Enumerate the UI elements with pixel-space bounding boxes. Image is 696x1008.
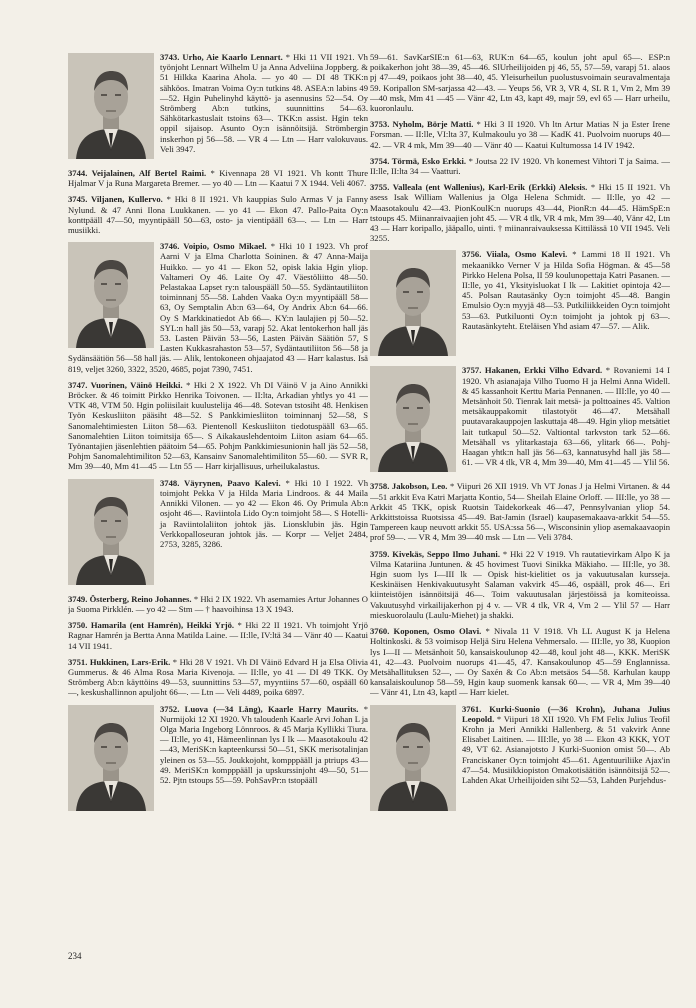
biography-entry <box>370 119 670 150</box>
entry-text: 59—61. SavKarSIE:n 61—63, RUK:n 64—65, koulun joht apul 65—. ESP:n poikakerhon joht 38—39, 45—46. SlUrheilijoiden pj 46, 55, 57—59, varapj 51. alaos pj 47—49, poikaos joht 38—40, 45. Yleisurheilun puolustusvoimain seuravalmentaja 59. Koripallon SM-sarjassa 42—43. — Yeups 56, VR 3, VR 4, SL R 1, Vm 2, Mm 39—40 msk, Mm 41 —45 — Vänr 42, Ltn 43, kapt 49, majr 59, evl 65 — Harr urheilu, kuoronlaulu. <box>370 52 670 114</box>
entry-heading: 3750. Hamarila (ent Hamrén), Heikki Yrjö. <box>68 620 235 631</box>
biography-entry <box>370 704 670 814</box>
entry-heading: 3755. Valleala (ent Wallenius), Karl-Erik (Erkki) Aleksis. <box>370 182 588 193</box>
entry-heading: 3756. Viiala, Osmo Kalevi. <box>462 249 568 260</box>
biography-entry <box>370 365 670 475</box>
biography-entry <box>68 380 368 472</box>
page-number: 234 <box>68 951 82 961</box>
entry-heading: 3745. Viljanen, Kullervo. <box>68 194 163 205</box>
entry-text: * Hki 22 V 1919. Vh rautatievirkam Alpo K ja Vilma Katariina Juntunen. & 45 hovimest Tuovi Sinikka Mäkiaho. — III:lle, yo 38. Hgin suom lys I—III lk — Opisk hist-kielitiet os ja vakuutusalan kursseja. Keskinäisen Henkivakuutusyht Salaman vakvirk 45—46, ospääll, prok 46—. Eri kiinteistöjen isännöitsijä 46—. Toim vakuutusalan järjestöissä ja komiteoissa. Vakuutusyhd virkailijakerhon pj 4 v. — VR 4 tlk, VR 4, Vm 2 — Ylil 57 — Harr mieskuorolaulu (Laulu-Miehet) ja shakki. <box>370 548 670 620</box>
biography-entry <box>370 249 670 359</box>
biography-entry <box>370 549 670 620</box>
biography-entry <box>68 594 368 614</box>
entry-text: * Joutsa 22 IV 1920. Vh konemest Vihtori T ja Saima. — II:lle, II:lta 34 — Vaatturi. <box>370 155 670 177</box>
entry-text: * Viipuri 18 XII 1920. Vh FM Felix Julius Teofil Krohn ja Meri Annikki Hallenberg. & 51 vakvirk Anne Elisabet Laitinen. — III:lle, yo 38 — Ekon 43 KKK, YOT 49, VT 62. Asianajotsto J Kurki-Suonion omist 50—. Ab Franciskaner Oy:n toimjoht 45—61. Agentuuriliike Ajax'in 47—54. Musiikkiopiston Omakotisäätiön isännöitsijä 52—. Lahden Akat Urheilijoiden siht 52—53, Lahden Purjehdus- <box>462 713 670 785</box>
biography-entry <box>370 626 670 697</box>
entry-heading: 3754. Törmä, Esko Erkki. <box>370 155 467 166</box>
biography-entry <box>68 52 368 162</box>
portrait-photo <box>68 705 154 811</box>
entry-text: * Hki 8 II 1921. Vh kauppias Sulo Armas V ja Fanny Nylund. & 47 Anni Ilona Luukkanen. — yo 41 — Ekon 47. Pallo-Paita Oy:n konttpääll 47—50, myyntipääll 50—63, osto- ja vientipääll 63—. — Ltn — Harr musiikki. <box>68 194 368 236</box>
biography-entry <box>68 478 368 588</box>
entry-heading: 3760. Koponen, Osmo Olavi. <box>370 626 482 637</box>
right-column <box>370 52 670 820</box>
biography-entry <box>68 657 368 698</box>
entry-heading: 3758. Jakobson, Leo. <box>370 481 448 492</box>
entry-text: * Hki 22 II 1921. Vh toimjoht Yrjö Ragnar Hamrén ja Bertta Anna Matilda Laine. — II:lle, IV:ltä 34 — Vänr 40 — Kaatui 14 VII 1941. <box>68 620 368 651</box>
biography-entry <box>68 620 368 651</box>
entry-heading: 3759. Kivekäs, Seppo Ilmo Juhani. <box>370 548 500 559</box>
entry-heading: 3757. Hakanen, Erkki Vilho Edvard. <box>462 365 603 376</box>
entry-heading: 3748. Väyrynen, Paavo Kalevi. <box>160 477 281 488</box>
portrait-photo <box>370 250 456 356</box>
portrait-photo <box>370 366 456 472</box>
biography-entry <box>370 182 670 243</box>
entry-text: * Rovaniemi 14 I 1920. Vh asianajaja Vilho Tuomo H ja Helmi Anna Widell. & 45 kassanhoit Kerttu Maria Pennanen. — III:lle, yo 40 — Metsänhoit 50. Tienrak lait metsä- ja polttoaines 45. Valtion metsäkauppakomit tilastotyöt 46—47. Metsähall puutavarakauppojen laskuttaja 48—49. Hgin yliop metsätiet lait tutkapul 50—52. Valtiontal tarkvston tark 52—66. Metsähall vs ylitarkastaja 63—66, ylitark 66—. Pohj-Haagan yhtk:n hall jäs 56—63, kannatusyhd hall jäs 58—61. — VR 4 tlk, VR 4, Mm 39—40, Mm 41—45 — Ylil 56. <box>462 365 670 468</box>
entry-text: * Viipuri 26 XII 1919. Vh VT Jonas J ja Helmi Virtanen. & 44—51 arkkit Eva Katri Marjatta Kontio, 54— Sheilah Elaine Orloff. — III:lle, yo 38 — Arkkit 45 TKK, opisk Ruotsin Taidekorkeak 46—47, Pennsylvanian yliop 54. Arkkittstoissa Ruotsissa 45—49. Bat-Jamin (Israel) kaupasemakaava-arkkit 54—55. Tampereen kaup neuvott arkkit 55. USA:ssa 56—, Wisconsinin yliop asemakaavaopin prof 59—. — VR 4, Mm 39—40 msk — Ltn — Veli 3784. <box>370 481 670 543</box>
biography-entry <box>370 481 670 542</box>
biography-entry <box>68 704 368 814</box>
portrait-photo <box>68 479 154 585</box>
portrait-photo <box>68 242 154 348</box>
portrait-photo <box>68 53 154 159</box>
entry-text: * Hki 28 V 1921. Vh DI Väinö Edvard H ja Elsa Olivia Gummerus. & 46 Alma Rosa Maria Kivenoja. — II:lle, yo 41 — DI 49 TKK. Oy Strömberg Ab:n käyttöins 49—53, suunnittins 53—57, myyntiins 57—60, ospääll 60—, keskushallinnon apuljoht 66—. — Ltn — Veli 4489, poika 6897. <box>68 656 368 698</box>
entry-text: * Hki 2 X 1922. Vh DI Väinö V ja Aino Annikki Bröcker. & 46 toimitt Pirkko Henrika Toivonen. — II:lta, Arkadian yhtlys yo 41 — VTK 48, VTM 50. Hgin poliisilait kuulustelija 46—48. Sotevan tstosiht 48. Henkisen Työn Keskusliiton pääsiht 48—52. S Pankkimiesliiton toiminnanj 52—58, S Sanomalehtimiesten Liiton 58—63. Pientenoll Keskusliiton tiedotuspääll 63—65. Sanomalehtien Liiton toimitsija 65—. S Aikakauslehdentoim Liiton asiam 64—65. Työnantajien jäsenlehtien päätoim 54—65. Pohjm Pankkimiesunionin hall jäs 52—58, Pohjm Sanomalehtimiliton 52—63, Kansainv Sanomalehtimiliton 55—60. — SVR R, Mm 39—40, Mm 41—45 — Ltn 55 — Harr kirjallisuus, urheilukalastus. <box>68 379 368 472</box>
entry-text: * Hki 15 II 1921. Vh asess Isak William Wallenius ja Olga Helena Schmidt. — II:lle, yo 42 — Maasotakoulu 42—43. PionKoulK:n nuorups 43—44, PionR:n 44—45. HämSpE:n tstoups 45. Miinanraivaajien joht 45. — VR 4 tlk, VR 4 mk, Mm 39—40, Vänr 42, Ltn 43 — Harr koripallo, jääpallo, uinti. † miinanraivauksessa Kittilässä 10 VII 1945. Veli 3255. <box>370 182 670 244</box>
entry-heading: 3749. Österberg, Reino Johannes. <box>68 593 192 604</box>
entry-heading: 3744. Veijalainen, Alf Bertel Raimi. <box>68 168 207 178</box>
biography-entry <box>68 168 368 188</box>
biography-entry <box>68 194 368 235</box>
entry-text: * Nivala 11 V 1918. Vh LL August K ja Helena Holtinkoski. & 53 voimisop Heljä Siru Helena Vehmersalo. — III:lle, yo 38, Kuopion lys I—II — Metsänhoit 50, kansaiskoulunop 42—48, koul joht 48—, KKK. MeriSK 41, 42—43. Puolvoim nuorups 41—45, 47. Kansakoulunop 45—59 Englannissa. Metsähallituksen 52—, — Oy Saxén & Co Ab:n metsäos 54—58. Karhulan kaupp kansalaiskoulunop 58—59, Hgin kaup suomenk kansak 60—. — VR 4, Mm 39—40 — Vänr 41, Ltn 43, kaptl — Harr kielet. <box>370 626 670 698</box>
entry-text: * Hki 2 IX 1922. Vh asemamies Artur Johannes O ja Suoma Pirkklén. — yo 42 — Stm — † haavoihinsa 13 X 1943. <box>68 593 368 614</box>
entry-text: * Lammi 18 II 1921. Vh mekaanikko Verner V ja Hilda Sofia Högman. & 45—58 Pirkko Helena Polsa, II 59 koulunopettaja Katri Pasanen. — II:lle, yo 41, Yksityisluokat I lk — Lakitiet opintoja 42—45. Polsan Rautasänky Oy:n toimjoht 45—48. Bangin Emulsio Oy:n myyjä 48—53. Putkiliikkeiden Oy:n toimjoht 53—63. Putkiluonti Oy:n toimjoht ja johtok pj 63—. Rautasänkyteht. Eteläisen Yhd asiam 47—57. — Alik. <box>462 249 670 331</box>
biography-entry <box>370 52 670 113</box>
entry-heading: 3747. Vuorinen, Väinö Heikki. <box>68 379 183 390</box>
portrait-photo <box>370 705 456 811</box>
entry-heading: 3752. Luova (—34 Lång), Kaarle Harry Maurits. <box>160 703 359 714</box>
entry-heading: 3751. Hukkinen, Lars-Erik. <box>68 656 171 667</box>
entry-heading: 3743. Urho, Aie Kaarlo Lennart. <box>160 52 283 62</box>
entry-text: * Hki 11 VII 1921. Vh työnjoht Lennart Wilhelm U ja Anna Adveliina Joppberg. & 51 Hilkka Kaarina Ahola. — yo 40 — DI 48 TKK:n sähköos. Imatran Voima Oy:n tutkins 48. ASEA:n labins 49—52. Hgin Puhelinyhd käyttö- ja asennusins 52—54. Oy Strömberg Ab:n tutkins, suunnittins 54—63. Sähkötarkastuslait tstoins 63—. TKK:n assist. Hgin tekn oppil sijaisop. Asunto Oy:n isännöitsijä. Strömbergin inskerhon pj 56—58. — VR 4 — Ltn — Harr valokuvaus. Veli 3947. <box>160 52 368 154</box>
entry-text: * Kivennapa 28 VI 1921. Vh kontt Thure Hjalmar V ja Runa Margareta Bremer. — yo 40 — Ltn — Kaatui 7 X 1944. Veli 4067. <box>68 168 368 189</box>
biography-entry <box>370 156 670 176</box>
entry-text: * Nurmijoki 12 XI 1920. Vh taloudenh Kaarle Arvi Johan L ja Olga Maria Ingeborg Lönnroos. & 45 Marja Kyllikki Tiura. — II:lle, yo 41, Hämeenlinnan lys I lk — Maasotakoulu 42—43, MeriSK:n kapteenkurssi 50—51, SKK merisotalinjan yleinen os 53—55. Joukkojoht, kompppääll ja ptriups 43—49. MeriSK:n kompppääll ja upskurssinjoht 49—50, 51—52. Pjtn tstoups 55—59. PohSavPr:n tstopääll <box>160 703 368 785</box>
entry-heading: 3746. Voipio, Osmo Mikael. <box>160 241 267 252</box>
left-column <box>68 52 368 820</box>
biography-entry <box>68 241 368 374</box>
entry-heading: 3753. Nyholm, Börje Matti. <box>370 119 474 130</box>
entry-text: * Hki 10 I 1922. Vh toimjoht Pekka V ja Hilda Maria Lindroos. & 44 Maila Annikki Vilonen. — yo 42 — Ekon 46. Oy Primula Ab:n osjoht 46—. Raviintola Lido Oy:n toimjoht 58—. S Hotelli- ja Raviintolaliiton johtok jäs. Lionsklubin jäs. Hgin Verkkopalloseuran johtok jäs. — Korpr — Veljet 2484, 2753, 3285, 3286. <box>160 477 368 549</box>
entry-text: * Hki 10 I 1923. Vh prof Aarni V ja Elma Charlotta Soininen. & 47 Anna-Maija Huikko. — yo 41 — Ekon 52, opisk lakia Hgin yliop. Valtameri Oy 46. Laite Oy 47. Väestöliitto 48—50. Pelastakaa Lapset ry:n talouspääll 50—55. Sydäntautiliiton toiminnanj 55—58. Lahden Vaaka Oy:n myyntipääll 58—63, Oy Semptalin Ab:n 63—64, Oy Andrix Ab:n 64—66. Oy S Markkinatiedot Ab 66—. KY:n laulajien pj 50—52. SYL:n hall jäs 50—53, varapj 52. Akat lentokerhon hall jäs 53. Lasten Päivän 53—56, Lasten Päivän Säätiön 57, S Lasten Kukkasrahaston 53—57, Sydäntautiliiton 56—58 ja Sydänsäätiön 56—58 hall jäs. — Alik, lentokoneen ohjaajatod 43 — Harr kalastus. Isä 819, veljet 3260, 3322, 3520, 4685, pojat 7390, 7451. <box>68 241 368 374</box>
entry-heading: 3761. Kurki-Suonio (—36 Krohn), Juhana Julius Leopold. <box>462 703 670 724</box>
entry-text: * Hki 3 II 1920. Vh ltn Artur Matias N ja Ester Irene Forsman. — II:lle, VI:lta 37, Kulmakoulu yo 38 — KadK 41. Puolvoim nuorups 40—42. — VR 4 mk, Mm 39—40 — Vänr 40 — Kaatui Kultumossa 14 IV 1942. <box>370 119 670 150</box>
